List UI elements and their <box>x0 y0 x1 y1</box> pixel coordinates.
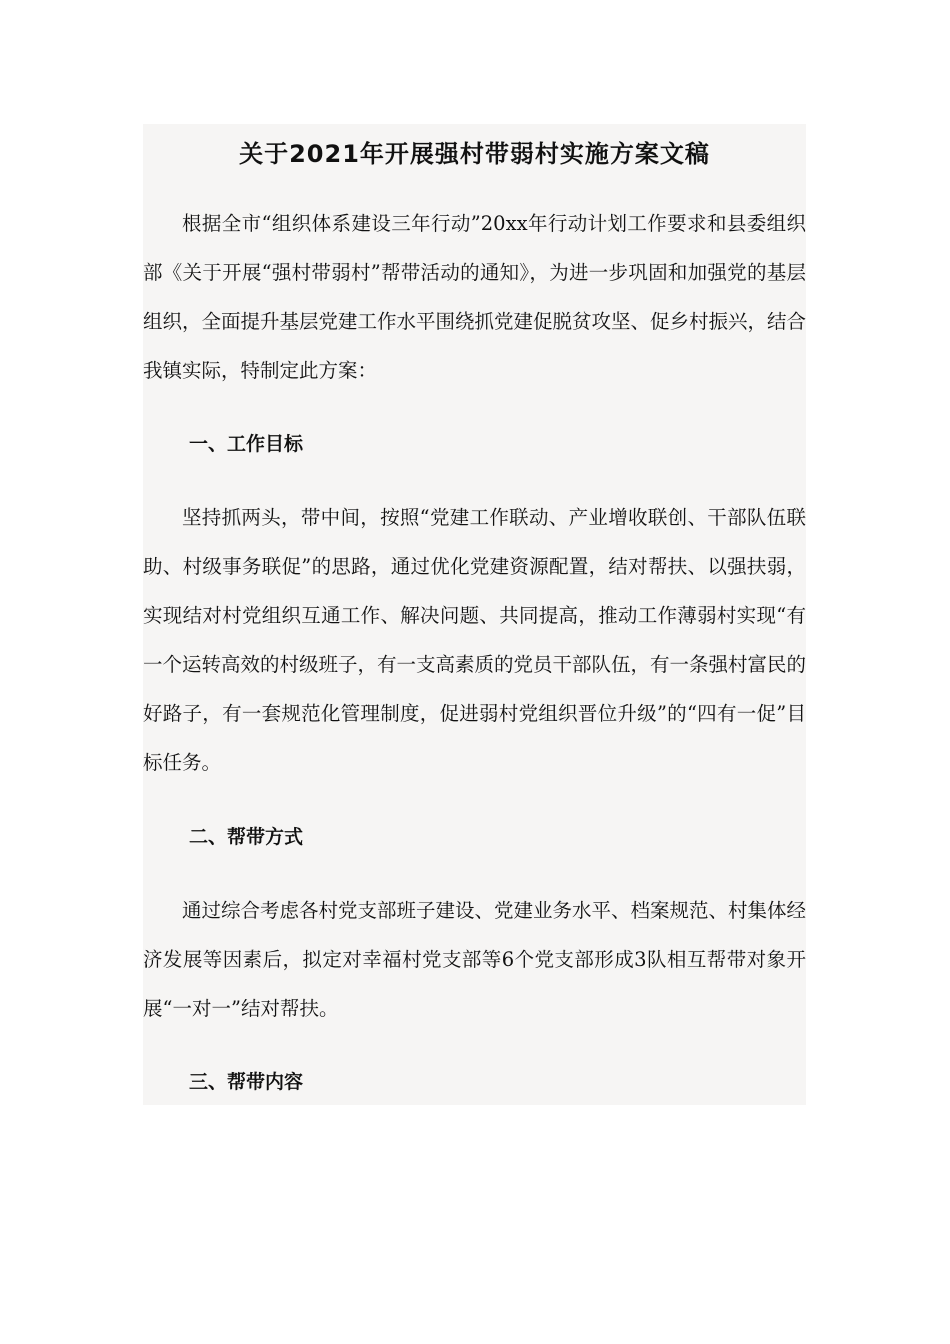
section-paragraph-method: 通过综合考虑各村党支部班子建设、党建业务水平、档案规范、村集体经济发展等因素后，拟定对幸福村党支部等6个党支部形成3队相互帮带对象开展“一对一”结对帮扶。 <box>143 899 807 1020</box>
section-heading-method: 二、帮带方式 <box>189 826 304 848</box>
document-body <box>143 124 806 1105</box>
section-heading-content: 三、帮带内容 <box>189 1071 304 1093</box>
document-title: 关于2021年开展强村带弱村实施方案文稿 <box>239 140 710 168</box>
intro-paragraph: 根据全市“组织体系建设三年行动”20xx年行动计划工作要求和县委组织部《关于开展“强村带弱村”帮带活动的通知》，为进一步巩固和加强党的基层组织，全面提升基层党建工作水平围绕抓党建促脱贫攻坚、促乡村振兴，结合我镇实际，特制定此方案： <box>143 212 807 382</box>
section-heading-goals: 一、工作目标 <box>189 433 304 455</box>
section-paragraph-goals: 坚持抓两头，带中间，按照“党建工作联动、产业增收联创、干部队伍联助、村级事务联促”的思路，通过优化党建资源配置，结对帮扶、以强扶弱，实现结对村党组织互通工作、解决问题、共同提高，推动工作薄弱村实现“有一个运转高效的村级班子，有一支高素质的党员干部队伍，有一条强村富民的好路子，有一套规范化管理制度，促进弱村党组织晋位升级”的“四有一促”目标任务。 <box>143 506 807 774</box>
